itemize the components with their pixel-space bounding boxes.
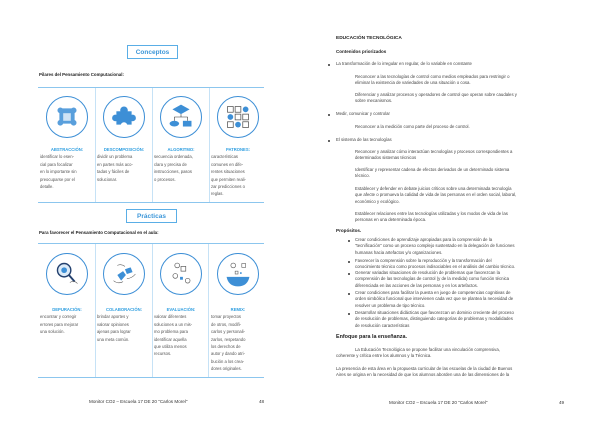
practica-column — [211, 306, 265, 373]
divider — [38, 243, 264, 244]
concepto-description-line: preocuparse por el — [40, 176, 75, 182]
proposito-item — [355, 258, 515, 271]
column-divider — [152, 88, 153, 202]
bullet-icon — [328, 64, 330, 66]
magnifier-icon — [46, 253, 88, 295]
text-line: coherente y crítica entre los alumnos y la Técnica. — [336, 353, 432, 359]
paragraph — [355, 92, 517, 105]
concepto-description-line: dividir un problema — [97, 154, 133, 160]
text-line: eliminar la existencia de variedades de una situación o cosa. — [355, 80, 471, 86]
practica-column — [40, 306, 94, 336]
practica-description-line: una meta común. — [97, 336, 130, 342]
footer-text: Monitor CO2 – Escuela 17 DE 20 "Carlos Morel" — [89, 399, 188, 404]
concepto-column — [154, 146, 208, 183]
practica-description-line: los derechos de — [211, 344, 241, 350]
pilares-heading: Pilares del Pensamiento Computacional: — [39, 72, 124, 77]
concepto-column — [211, 146, 265, 198]
text-line: que afecte o promueva la calidad de vida de las personas en el orden social, laboral, — [355, 192, 517, 198]
concepto-description-line: rentes situaciones — [211, 169, 245, 175]
text-line: humanas hacia artefactos y/o organizaciones. — [355, 249, 443, 255]
column-divider — [209, 88, 210, 202]
puzzle-icon — [103, 96, 145, 138]
text-line: de resolución características — [355, 322, 410, 328]
paragraph — [355, 124, 470, 130]
practica-description-line: dores originales. — [211, 366, 242, 372]
bowl-mix-icon — [217, 253, 259, 295]
bullet-icon — [328, 114, 330, 116]
practica-description-line: errores para mejorar — [40, 321, 79, 327]
proposito-item — [355, 290, 513, 309]
page-number: 48 — [259, 399, 265, 404]
concepto-description-line: en partes más aco- — [97, 161, 133, 167]
practica-description-line: mo problema para — [154, 329, 188, 335]
concepto-description-line: tadas y fáciles de — [97, 169, 130, 175]
practica-description-line: de otros, modifi- — [211, 321, 242, 327]
bullet-item — [336, 137, 392, 143]
bullet-item — [336, 111, 390, 117]
practica-column — [97, 306, 151, 343]
practica-label: EVALUACIÓN: — [166, 307, 196, 312]
bullet-icon — [348, 313, 350, 315]
concepto-description-line: detalle. — [40, 184, 54, 190]
concepto-description-line: secuencia ordenada, — [154, 154, 193, 160]
divider — [38, 202, 264, 203]
proposito-item — [355, 237, 515, 256]
text-line: diferenciada en las acciones de las personas y en los artefactos. — [355, 282, 479, 288]
shapes-choice-icon — [160, 253, 202, 295]
text-line: orden simbólico funcional que intervienen cada vez que se plantea la necesidad de — [355, 296, 514, 302]
paragraph — [355, 167, 509, 180]
text-line: Diferenciar y analizar procesos y operadores de control que operan sobre caudales y — [355, 92, 517, 97]
text-line: Crear condiciones para facilitar la puesta en juego de competencias cognitivas de — [355, 290, 511, 295]
practica-description-line: encontrar y corregir — [40, 314, 77, 320]
text-line: personas en una determinada época. — [355, 217, 427, 223]
column-divider — [95, 88, 96, 202]
bullet-icon — [348, 240, 350, 242]
concepto-description-line: en lo importante sin — [40, 169, 77, 175]
enfoque-heading: Enfoque para la enseñanza. — [336, 334, 407, 340]
concepto-description-line: características — [211, 154, 238, 160]
text-line: Generar variadas situaciones de resolución de problemas que favorezcan la — [355, 270, 500, 275]
paragraph — [336, 366, 512, 379]
concepto-description-line: comunes en dife- — [211, 161, 244, 167]
practica-description-line: identificar aquella — [154, 336, 187, 342]
bullet-icon — [348, 261, 350, 263]
column-divider — [152, 244, 153, 377]
text-line: económico y ecológico. — [355, 198, 400, 204]
paragraph — [336, 347, 500, 360]
text-line: de resolución de problemas, distinguiendo categorías de problemas y modalidades — [355, 316, 513, 322]
concepto-column — [97, 146, 151, 183]
text-line: Desarrollar situaciones didácticas que favorezcan un dominio creciente del proceso — [355, 310, 514, 315]
bullet-icon — [348, 273, 350, 275]
section-title: EDUCACIÓN TECNOLÓGICA — [336, 36, 402, 41]
practica-description-line: valorar opiniones — [97, 321, 129, 327]
text-line: Crear condiciones de aprendizaje apropiadas para la comprensión de la — [355, 237, 493, 242]
practica-description-line: valorar diferentes — [154, 314, 187, 320]
text-line: La presencia de esta área en la propuesta curricular de las escuelas de la ciudad de Buenos — [336, 366, 513, 371]
practica-description-line: brindar aportes y — [97, 314, 129, 320]
page-number: 49 — [559, 400, 565, 405]
text-line: técnico. — [355, 173, 370, 179]
proposito-item — [355, 270, 509, 289]
paragraph — [355, 74, 510, 87]
concepto-label: DESCOMPOSICIÓN: — [103, 147, 145, 152]
column-divider — [95, 244, 96, 377]
paragraph — [355, 186, 516, 205]
divider — [38, 87, 264, 88]
concepto-label: ALGORITMO: — [167, 147, 195, 152]
practica-description-line: autor y dando atri- — [211, 351, 245, 357]
concepto-description-line: zar predicciones o — [211, 184, 245, 190]
text-line: Reconocer y analizar cómo interactúan tecnologías y procesos correspondientes a — [355, 149, 513, 154]
concepto-description-line: reglas. — [211, 191, 224, 197]
text-line: La transformación de lo irregular en regular, de lo variable en constante — [336, 61, 472, 66]
practica-description-line: ajenas para lograr — [97, 329, 131, 335]
practica-description-line: bución a los crea- — [211, 358, 245, 364]
bullet-icon — [328, 140, 330, 142]
text-line: resolver un problema de tipo técnico. — [355, 302, 426, 308]
concepto-label: PATRONES: — [225, 147, 251, 152]
text-line: conocimiento técnico como procesos indisociables en el análisis del cambio técnico. — [355, 264, 516, 270]
paragraph — [355, 149, 512, 162]
practica-description-line: zarlos, respetando — [211, 336, 246, 342]
practicas-tag: Prácticas — [126, 209, 177, 223]
text-line: Identificar y representar cadena de efectos derivados de un determinado sistema — [355, 167, 510, 172]
text-line: comprensión de las tecnologías de control (y de la medida) como función técnica — [355, 276, 510, 282]
text-line: Aires se origina en la necesidad de que los alumnos aborden una de las dimensiones de la — [336, 372, 510, 378]
concepto-description-line: solucionar. — [97, 176, 118, 182]
practica-description-line: que utiliza menos — [154, 344, 187, 350]
text-line: Medir, comunicar y controlar — [336, 111, 390, 116]
concepto-description-line: o procesos. — [154, 176, 176, 182]
paragraph — [355, 211, 508, 224]
concepto-description-line: cial para focalizar — [40, 161, 73, 167]
text-line: Establecer relaciones entre las tecnologías utilizadas y los modos de vida de las — [355, 211, 508, 216]
column-divider — [208, 244, 209, 377]
practica-description-line: soluciones a un mis- — [154, 321, 193, 327]
concepto-description-line: clara y precisa de — [154, 161, 187, 167]
practica-label: COLABORACIÓN: — [105, 307, 143, 312]
bullet-icon — [348, 293, 350, 295]
text-line: La Educación Tecnológica se propone facilitar una vinculación comprensiva, — [355, 347, 500, 352]
text-line: determinados sistemas técnicos — [355, 155, 417, 161]
conceptos-tag: Conceptos — [127, 45, 178, 59]
cube-icon — [46, 96, 88, 138]
concepto-description-line: identificar lo esen- — [40, 154, 74, 160]
propositos-heading: Propósitos. — [336, 228, 362, 233]
practica-description-line: recursos. — [154, 351, 172, 357]
proposito-item — [355, 310, 514, 329]
practicas-heading: Para favorecer el Pensamiento Computacional en el aula: — [39, 230, 159, 235]
concepto-column — [40, 146, 94, 190]
bullet-item — [336, 61, 472, 67]
practica-description-line: carlos y personali- — [211, 329, 245, 335]
concepto-description-line: instrucciones, pasos — [154, 169, 192, 175]
text-line: El sistema de las tecnologías — [336, 137, 392, 142]
flowchart-icon — [160, 96, 202, 138]
practica-label: REMIX: — [230, 307, 246, 312]
practica-description-line: tomar proyectos — [211, 314, 242, 320]
text-line: Reconocer a las tecnologías de control como medios empleados para restringir o — [355, 74, 510, 79]
text-line: Establecer y defender en debate juicios críticos sobre una determinada tecnología — [355, 186, 512, 191]
practica-label: DEPURACIÓN: — [52, 307, 82, 312]
concepto-description-line: que permiten reali- — [211, 176, 246, 182]
text-line: "tecnificación" como un proceso complejo sustentado en la delegación de funciones — [355, 243, 515, 249]
hands-puzzle-icon — [103, 253, 145, 295]
divider — [38, 377, 264, 378]
practica-description-line: una solución. — [40, 329, 65, 335]
text-line: Favorecer la comprensión sobre la reproducción y la transformación del — [355, 258, 492, 263]
text-line: sobre mecanismos. — [355, 98, 393, 104]
section-subtitle: Contenidos priorizados — [336, 49, 387, 54]
pattern-grid-icon — [217, 96, 259, 138]
concepto-label: ABSTRACCIÓN: — [50, 147, 84, 152]
text-line: Reconocer a la medición como parte del proceso de control. — [355, 124, 470, 129]
practica-column — [154, 306, 208, 358]
footer-text: Monitor CO2 – Escuela 17 DE 20 "Carlos Morel" — [389, 400, 488, 405]
